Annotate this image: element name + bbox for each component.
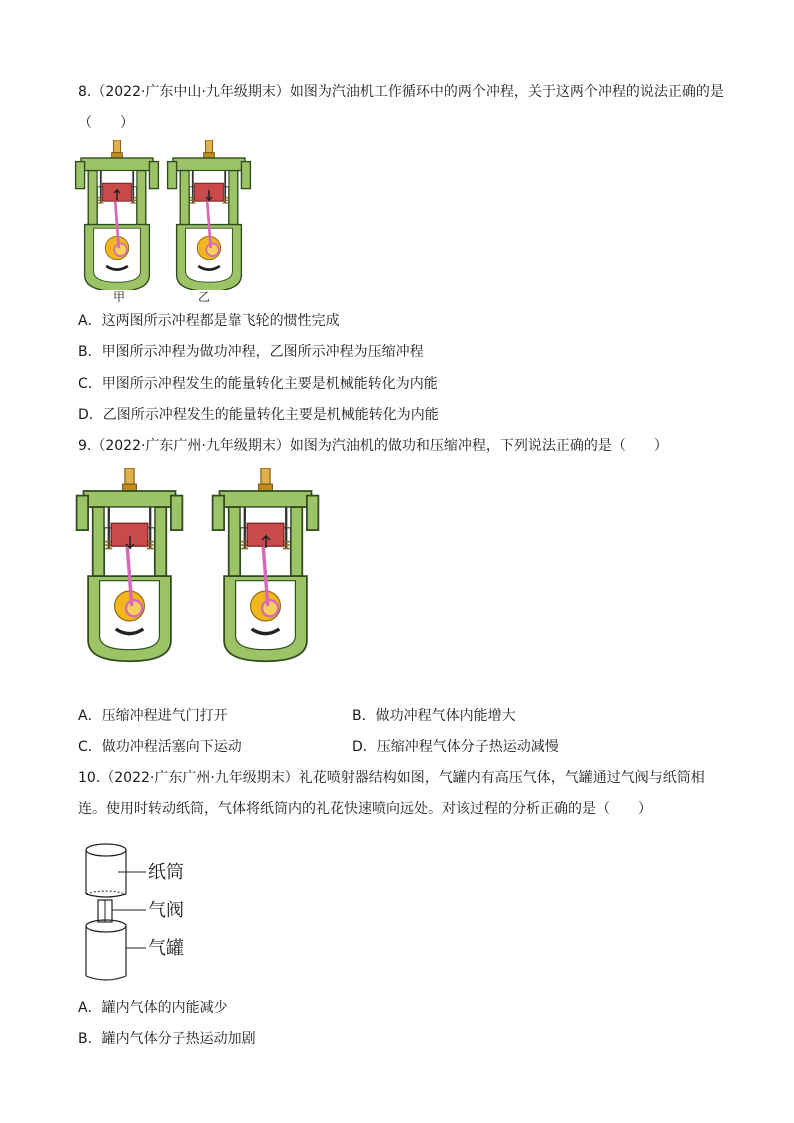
q8-label-yi: 乙 [198, 290, 211, 304]
q8-engine-jia [76, 140, 159, 290]
q8-stem-line2: （ ） [78, 115, 134, 131]
q9-option-d: D．压缩冲程气体分子热运动减慢 [352, 739, 559, 755]
q8-stem-line1: 8.（2022·广东中山·九年级期末）如图为汽油机工作循环中的两个冲程，关于这两个冲程的说法正确的是 [78, 84, 724, 100]
q8-engine-yi [168, 140, 251, 290]
q9-engine-power [77, 468, 183, 661]
q10-stem-line1: 10.（2022·广东广州·九年级期末）礼花喷射器结构如图，气罐内有高压气体，气罐通过气阀与纸筒相 [78, 770, 705, 786]
q9-stem: 9.（2022·广东广州·九年级期末）如图为汽油机的做功和压缩冲程，下列说法正确的是（ ） [78, 438, 668, 454]
q10-label-tube: 纸筒 [148, 862, 184, 883]
q9-engine-figure-2 [208, 468, 348, 668]
q8-option-b: B．甲图所示冲程为做功冲程，乙图所示冲程为压缩冲程 [78, 344, 424, 360]
q8-option-c: C．甲图所示冲程发生的能量转化主要是机械能转化为内能 [78, 376, 438, 392]
q10-sprayer-figure [82, 838, 212, 988]
q9-option-a: A．压缩冲程进气门打开 [78, 708, 228, 724]
q8-label-jia: 甲 [113, 290, 126, 304]
q9-engine-compression [213, 468, 319, 661]
q8-option-d: D．乙图所示冲程发生的能量转化主要是机械能转化为内能 [78, 407, 439, 423]
q10-label-valve: 气阀 [148, 900, 184, 921]
q8-option-a: A．这两图所示冲程都是靠飞轮的惯性完成 [78, 313, 340, 329]
q8-engine-figure [72, 140, 272, 290]
q9-option-c: C．做功冲程活塞向下运动 [78, 739, 242, 755]
q10-option-a: A．罐内气体的内能减少 [78, 1000, 228, 1016]
q10-stem-line2: 连。使用时转动纸筒，气体将纸筒内的礼花快速喷向远处。对该过程的分析正确的是（ ） [78, 801, 652, 817]
q9-option-b: B．做功冲程气体内能增大 [352, 708, 516, 724]
q10-option-b: B．罐内气体分子热运动加剧 [78, 1031, 256, 1047]
q10-label-tank: 气罐 [148, 938, 184, 959]
